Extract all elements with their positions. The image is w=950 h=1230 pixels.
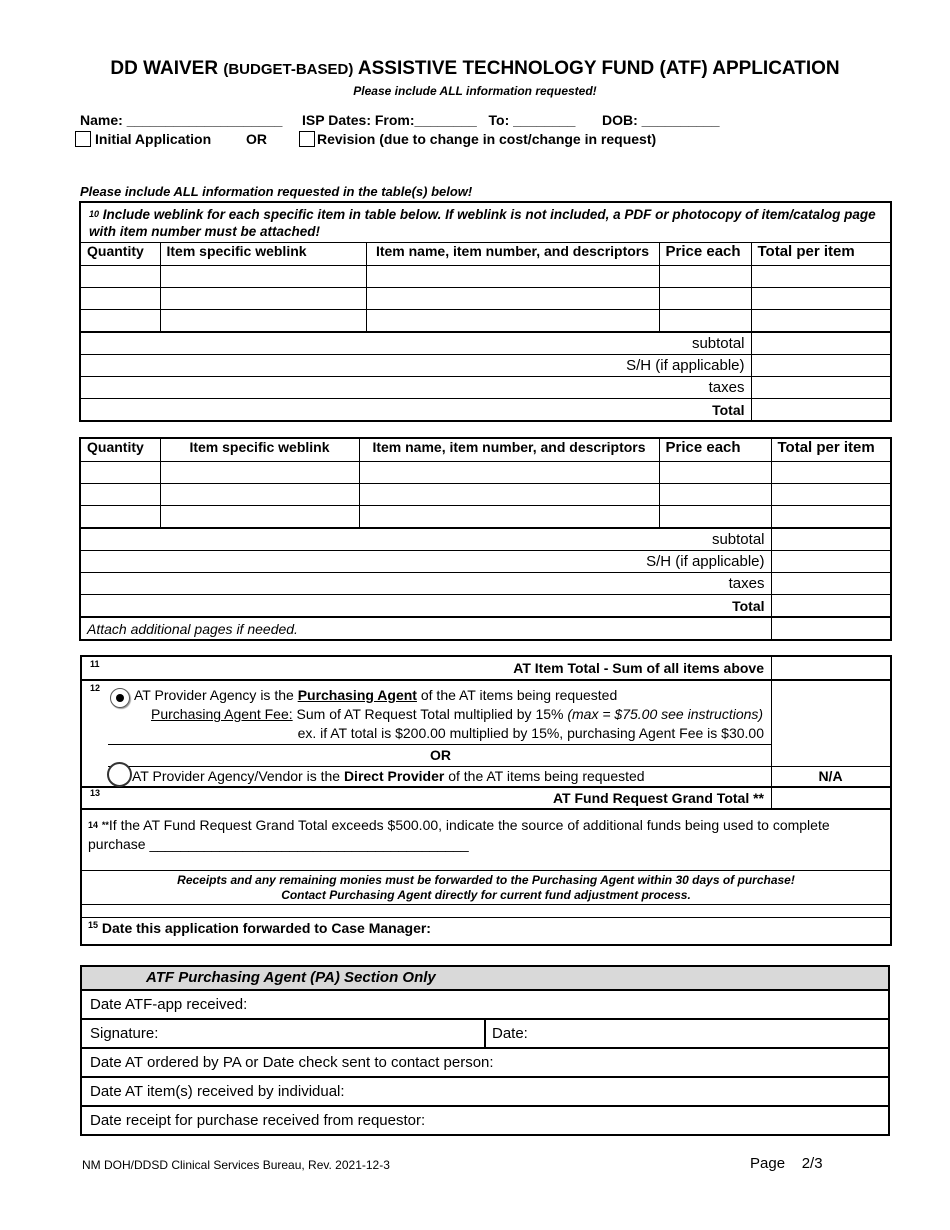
total-label: Total	[80, 595, 771, 618]
date-received-field[interactable]: Date ATF-app received:	[82, 989, 888, 1018]
purchasing-agent-option: AT Provider Agency is the Purchasing Agent of the AT items being requested	[134, 687, 618, 703]
date-field[interactable]: Date:	[492, 1025, 528, 1042]
na-value: N/A	[818, 768, 843, 784]
or-divider: OR	[430, 747, 451, 763]
total-field[interactable]	[771, 595, 891, 618]
direct-provider-option: AT Provider Agency/Vendor is the Direct Provider of the AT items being requested	[132, 768, 645, 784]
items-table-1	[79, 201, 892, 422]
or-label: OR	[246, 131, 267, 147]
purchasing-agent-section	[80, 965, 890, 1136]
table-row[interactable]	[80, 266, 891, 288]
table-row[interactable]	[80, 288, 891, 310]
table-row[interactable]	[80, 310, 891, 333]
table-row[interactable]	[80, 462, 891, 484]
col-item-name: Item name, item number, and descriptors	[359, 438, 659, 462]
pa-section-title: ATF Purchasing Agent (PA) Section Only	[82, 967, 888, 989]
col-item-name: Item name, item number, and descriptors	[366, 243, 659, 266]
at-item-total-label: AT Item Total - Sum of all items above	[513, 660, 764, 676]
page-number: Page 2/3	[750, 1155, 823, 1172]
name-field[interactable]: Name: ____________________	[80, 112, 283, 128]
total-label: Total	[80, 399, 751, 422]
isp-dates-field[interactable]: ISP Dates: From:________ To: ________	[302, 112, 576, 128]
additional-funds-field[interactable]: $^{14}$ **If the AT Fund Request Grand Total exceeds $500.00, indicate the source of additional funds being used to complete purchase _________________________________________	[88, 817, 830, 852]
col-weblink: Item specific weblink	[160, 243, 366, 266]
col-quantity: Quantity	[80, 243, 160, 266]
subtotal-field[interactable]	[771, 528, 891, 551]
taxes-label: taxes	[80, 377, 751, 399]
sh-field[interactable]	[771, 551, 891, 573]
sh-label: S/H (if applicable)	[80, 551, 771, 573]
total-field[interactable]	[751, 399, 891, 422]
direct-provider-radio[interactable]	[107, 762, 132, 787]
col-weblink: Item specific weblink	[160, 438, 359, 462]
at-totals-section: 11 AT Item Total - Sum of all items above 12 AT Provider Agency is the Purchasing Agent of the AT items being requested Purchasing Agent Fee: Sum of AT Request Total multiplied by 15% (max = $75.00 see instructions) ex. if AT total is $200.00 multiplied by 15%, purchasing Agent Fee is $30.00 OR AT Provider Agency/Vendor is the Direct Provider of the AT items being requested N/A 13 AT Fund Request Grand Total ** $^{14}$ **If the AT Fund Request Grand Total exceeds $500.00, indicate the source of additional funds being used to complete purchase _________________________________________ Receipts and any remaining monies must be forwarded to the Purchasing Agent within 30 days of purchase! Contact Purchasing Agent directly for current fund adjustment process. $^{15}$ Date this application forwarded to Case Manager:	[80, 655, 892, 946]
subtotal-label: subtotal	[80, 528, 771, 551]
sh-field[interactable]	[751, 355, 891, 377]
col-total-per-item: Total per item	[771, 438, 891, 462]
items-table-2	[79, 437, 892, 641]
dob-field[interactable]: DOB: __________	[602, 112, 720, 128]
fee-example: ex. if AT total is $200.00 multiplied by 15%, purchasing Agent Fee is $30.00	[297, 725, 764, 741]
revision-checkbox[interactable]	[299, 131, 315, 147]
table-instructions: Please include ALL information requested in the table(s) below!	[80, 184, 473, 199]
weblink-note: $^{10}$ Include weblink for each specific item in table below. If weblink is not included, a PDF or photocopy of item/catalog page with item number must be attached!	[80, 202, 891, 243]
revision-option[interactable]: Revision (due to change in cost/change in request)	[299, 131, 656, 147]
signature-field[interactable]: Signature:	[90, 1025, 159, 1042]
table-row[interactable]	[80, 506, 891, 529]
col-price-each: Price each	[659, 438, 771, 462]
date-ordered-field[interactable]: Date AT ordered by PA or Date check sent to contact person:	[82, 1047, 888, 1076]
grand-total-label: AT Fund Request Grand Total **	[552, 790, 764, 806]
subtotal-label: subtotal	[80, 332, 751, 355]
purchasing-agent-fee: Purchasing Agent Fee: Sum of AT Request Total multiplied by 15% (max = $75.00 see instructions)	[151, 706, 764, 722]
date-receipt-field[interactable]: Date receipt for purchase received from requestor:	[82, 1105, 888, 1134]
form-subtitle: Please include ALL information requested!	[353, 84, 597, 98]
attach-note: Attach additional pages if needed.	[80, 617, 771, 640]
form-title: DD WAIVER (BUDGET-BASED) ASSISTIVE TECHNOLOGY FUND (ATF) APPLICATION	[110, 58, 840, 79]
footer-revision: NM DOH/DDSD Clinical Services Bureau, Rev. 2021-12-3	[82, 1158, 390, 1172]
receipts-notice: Receipts and any remaining monies must be forwarded to the Purchasing Agent within 30 days of purchase! Contact Purchasing Agent directly for current fund adjustment process.	[82, 871, 890, 905]
col-total-per-item: Total per item	[751, 243, 891, 266]
initial-application-checkbox[interactable]	[75, 131, 91, 147]
col-quantity: Quantity	[80, 438, 160, 462]
initial-application-option[interactable]: Initial Application	[75, 131, 211, 147]
date-item-received-field[interactable]: Date AT item(s) received by individual:	[82, 1076, 888, 1105]
table-row[interactable]	[80, 484, 891, 506]
purchasing-agent-radio[interactable]	[110, 688, 130, 708]
taxes-field[interactable]	[751, 377, 891, 399]
date-forwarded-field[interactable]: $^{15}$ Date this application forwarded to Case Manager:	[88, 920, 431, 936]
taxes-field[interactable]	[771, 573, 891, 595]
taxes-label: taxes	[80, 573, 771, 595]
col-price-each: Price each	[659, 243, 751, 266]
subtotal-field[interactable]	[751, 332, 891, 355]
sh-label: S/H (if applicable)	[80, 355, 751, 377]
